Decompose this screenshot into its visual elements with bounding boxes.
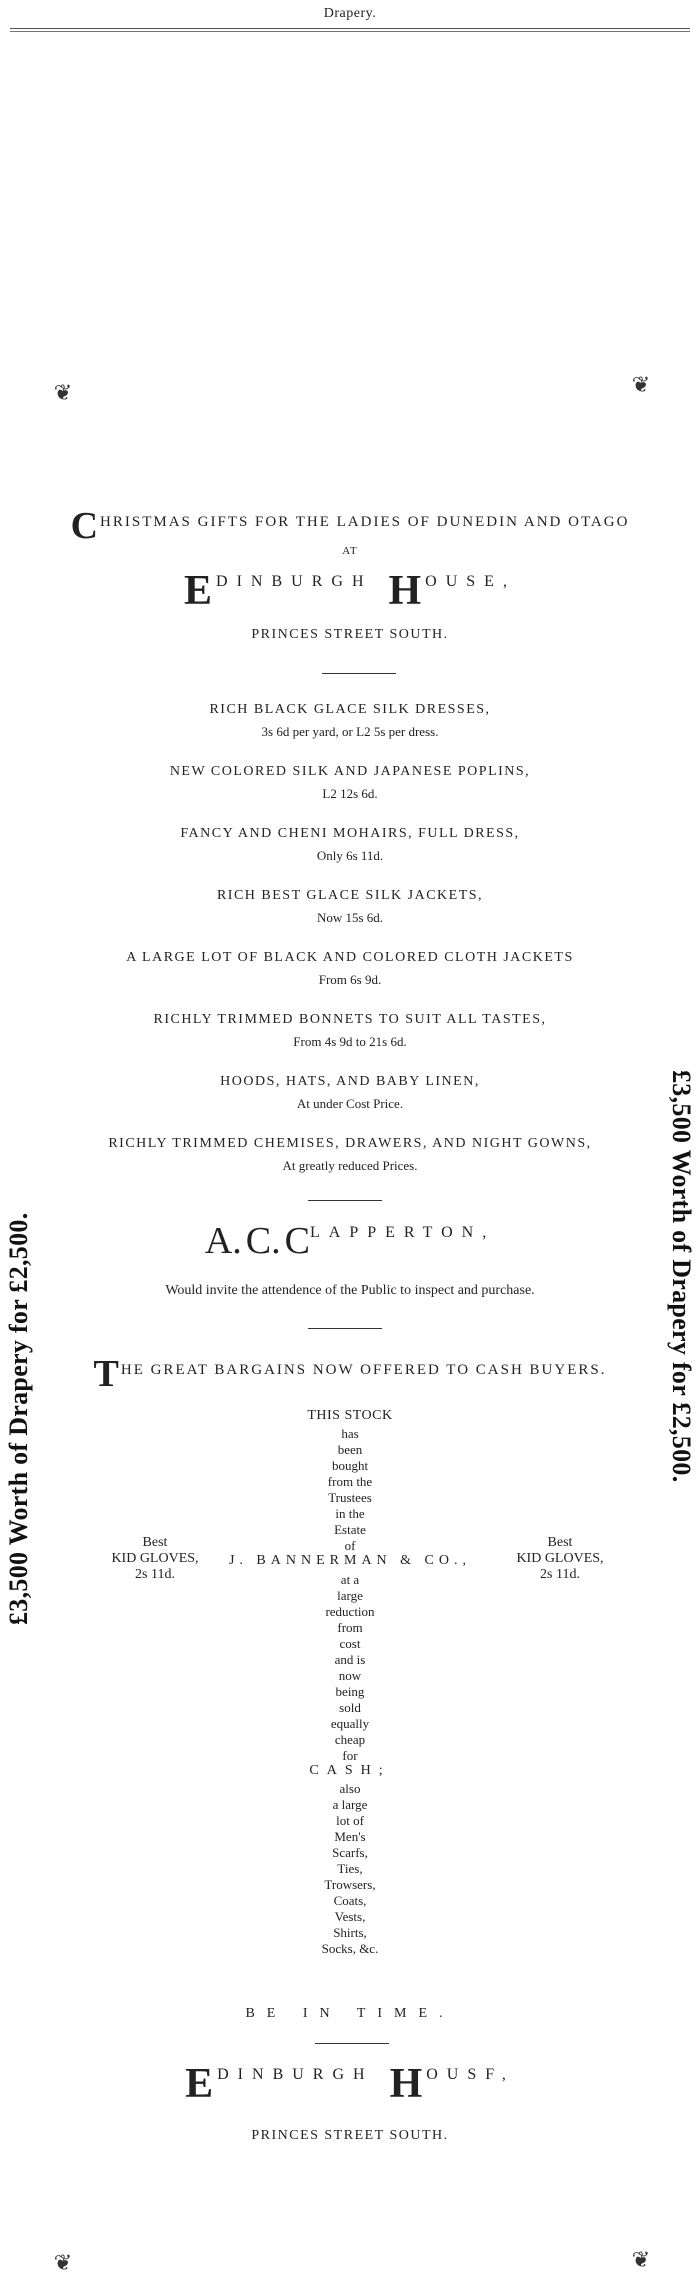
- item-title: RICH BEST GLACE SILK JACKETS,: [216, 888, 484, 903]
- divider-rule: [315, 2043, 389, 2044]
- stack-line: Vests,: [334, 1909, 366, 1924]
- stack-line: Trustees: [328, 1490, 372, 1505]
- stack-line: Coats,: [333, 1893, 367, 1908]
- item-title: A LARGE LOT OF BLACK AND COLORED CLOTH JACKETS: [126, 950, 574, 965]
- cash-word: CASH;: [309, 1763, 391, 1778]
- stack-line: cheap: [334, 1732, 366, 1747]
- be-in-time: BE IN TIME.: [245, 2006, 455, 2021]
- stock-text-middle: [290, 1572, 410, 1764]
- item-detail: From 6s 9d.: [318, 972, 382, 987]
- divider-rule: [322, 673, 396, 674]
- divider-rule: [308, 1328, 382, 1329]
- stack-line: Best: [142, 1535, 168, 1550]
- proprietor-initial-a: A.: [204, 1220, 242, 1262]
- item-detail: At under Cost Price.: [296, 1096, 404, 1111]
- section-label: Drapery.: [323, 6, 377, 21]
- stack-line: and is: [334, 1652, 366, 1667]
- stack-line: Shirts,: [333, 1925, 367, 1940]
- item-title: RICHLY TRIMMED BONNETS TO SUIT ALL TASTES,: [153, 1012, 547, 1027]
- ad2-heading-text: HE GREAT BARGAINS NOW OFFERED TO CASH BUYERS.: [120, 1362, 607, 1378]
- drop-cap: T: [93, 1353, 121, 1395]
- stack-line: Best: [547, 1535, 573, 1550]
- ad1-street: PRINCES STREET SOUTH.: [251, 627, 449, 642]
- stack-line: 2s 11d.: [540, 1567, 580, 1582]
- house-initial-h: H: [389, 2061, 423, 2107]
- stack-line: 2s 11d.: [135, 1567, 175, 1582]
- ad1-heading: [60, 505, 640, 547]
- stack-line: from: [337, 1620, 363, 1635]
- stack-line: has: [341, 1426, 359, 1441]
- item-title: RICHLY TRIMMED CHEMISES, DRAWERS, AND NIGHT GOWNS,: [108, 1136, 592, 1151]
- item-detail: 3s 6d per yard, or L2 5s per dress.: [261, 724, 439, 739]
- stack-line: in the: [335, 1506, 365, 1521]
- stack-line: Trowsers,: [324, 1877, 376, 1892]
- proprietor-name: LAPPERTON,: [309, 1224, 496, 1241]
- stack-line: Socks, &c.: [321, 1941, 379, 1956]
- ad1-invite: Would invite the attendence of the Public to inspect and purchase.: [165, 1283, 535, 1298]
- ad2-house-name: [60, 2063, 640, 2105]
- house-word-1: DINBURGH: [217, 2066, 374, 2083]
- stack-line: large: [337, 1588, 363, 1603]
- header-rule: [10, 28, 690, 32]
- item-detail: Only 6s 11d.: [316, 848, 384, 863]
- ornament-icon: ❦: [631, 2247, 651, 2272]
- stack-line: reduction: [325, 1604, 375, 1619]
- side-banner-left: £3,500 Worth of Drapery for £2,500.: [4, 1212, 33, 1625]
- stack-line: been: [337, 1442, 363, 1457]
- house-initial-e: E: [184, 568, 213, 614]
- item-detail: Now 15s 6d.: [316, 910, 384, 925]
- item-detail: L2 12s 6d.: [322, 786, 378, 801]
- ad1-proprietor: [60, 1220, 640, 1262]
- divider-rule: [308, 1200, 382, 1201]
- stock-text-top: [290, 1426, 410, 1554]
- stack-line: from the: [327, 1474, 373, 1489]
- stack-line: KID GLOVES,: [516, 1551, 604, 1566]
- stack-line: cost: [339, 1636, 361, 1651]
- side-banner-right: £3,500 Worth of Drapery for £2,500.: [667, 1070, 696, 1483]
- ad2-street: PRINCES STREET SOUTH.: [251, 2128, 449, 2143]
- stack-line: Estate: [334, 1522, 366, 1537]
- stack-line: Ties,: [337, 1861, 363, 1876]
- item-title: FANCY AND CHENI MOHAIRS, FULL DRESS,: [180, 826, 520, 841]
- stack-line: lot of: [336, 1813, 364, 1828]
- bannerman-name: J. BANNERMAN & CO.,: [228, 1553, 471, 1568]
- stack-line: sold: [339, 1700, 361, 1715]
- ornament-icon: ❦: [53, 2250, 73, 2275]
- ad1-house-name: [60, 570, 640, 612]
- ad1-at: AT: [342, 545, 358, 557]
- stock-title: THIS STOCK: [307, 1408, 393, 1423]
- stack-line: being: [335, 1684, 365, 1699]
- stack-line: also: [339, 1781, 361, 1796]
- item-title: HOODS, HATS, AND BABY LINEN,: [220, 1074, 480, 1089]
- item-detail: From 4s 9d to 21s 6d.: [293, 1034, 407, 1049]
- stack-line: of: [344, 1538, 356, 1553]
- house-initial-e: E: [185, 2061, 214, 2107]
- house-initial-h: H: [388, 568, 422, 614]
- stack-line: at a: [340, 1572, 360, 1587]
- ad1-heading-text: HRISTMAS GIFTS FOR THE LADIES OF DUNEDIN AND OTAGO: [100, 514, 630, 530]
- gloves-left: [95, 1535, 215, 1583]
- proprietor-initial-c: C.: [245, 1220, 281, 1262]
- drop-cap: C: [70, 505, 101, 547]
- stack-line: Men's: [334, 1829, 366, 1844]
- proprietor-initial-c2: C: [284, 1220, 310, 1262]
- stack-line: now: [338, 1668, 362, 1683]
- ornament-icon: ❦: [53, 380, 73, 405]
- item-detail: At greatly reduced Prices.: [282, 1158, 418, 1173]
- stack-line: bought: [331, 1458, 369, 1473]
- gloves-right: [500, 1535, 620, 1583]
- ornament-icon: ❦: [631, 372, 651, 397]
- item-title: NEW COLORED SILK AND JAPANESE POPLINS,: [169, 764, 531, 779]
- stock-text-bottom: [290, 1781, 410, 1957]
- ad2-heading: [60, 1353, 640, 1395]
- house-word-1: DINBURGH: [216, 573, 373, 590]
- stack-line: equally: [330, 1716, 370, 1731]
- house-word-2: OUSE,: [425, 573, 516, 590]
- stack-line: Scarfs,: [332, 1845, 368, 1860]
- house-word-2: OUSF,: [426, 2066, 515, 2083]
- stack-line: for: [342, 1748, 358, 1763]
- stack-line: KID GLOVES,: [111, 1551, 199, 1566]
- stack-line: a large: [332, 1797, 368, 1812]
- item-title: RICH BLACK GLACE SILK DRESSES,: [209, 702, 491, 717]
